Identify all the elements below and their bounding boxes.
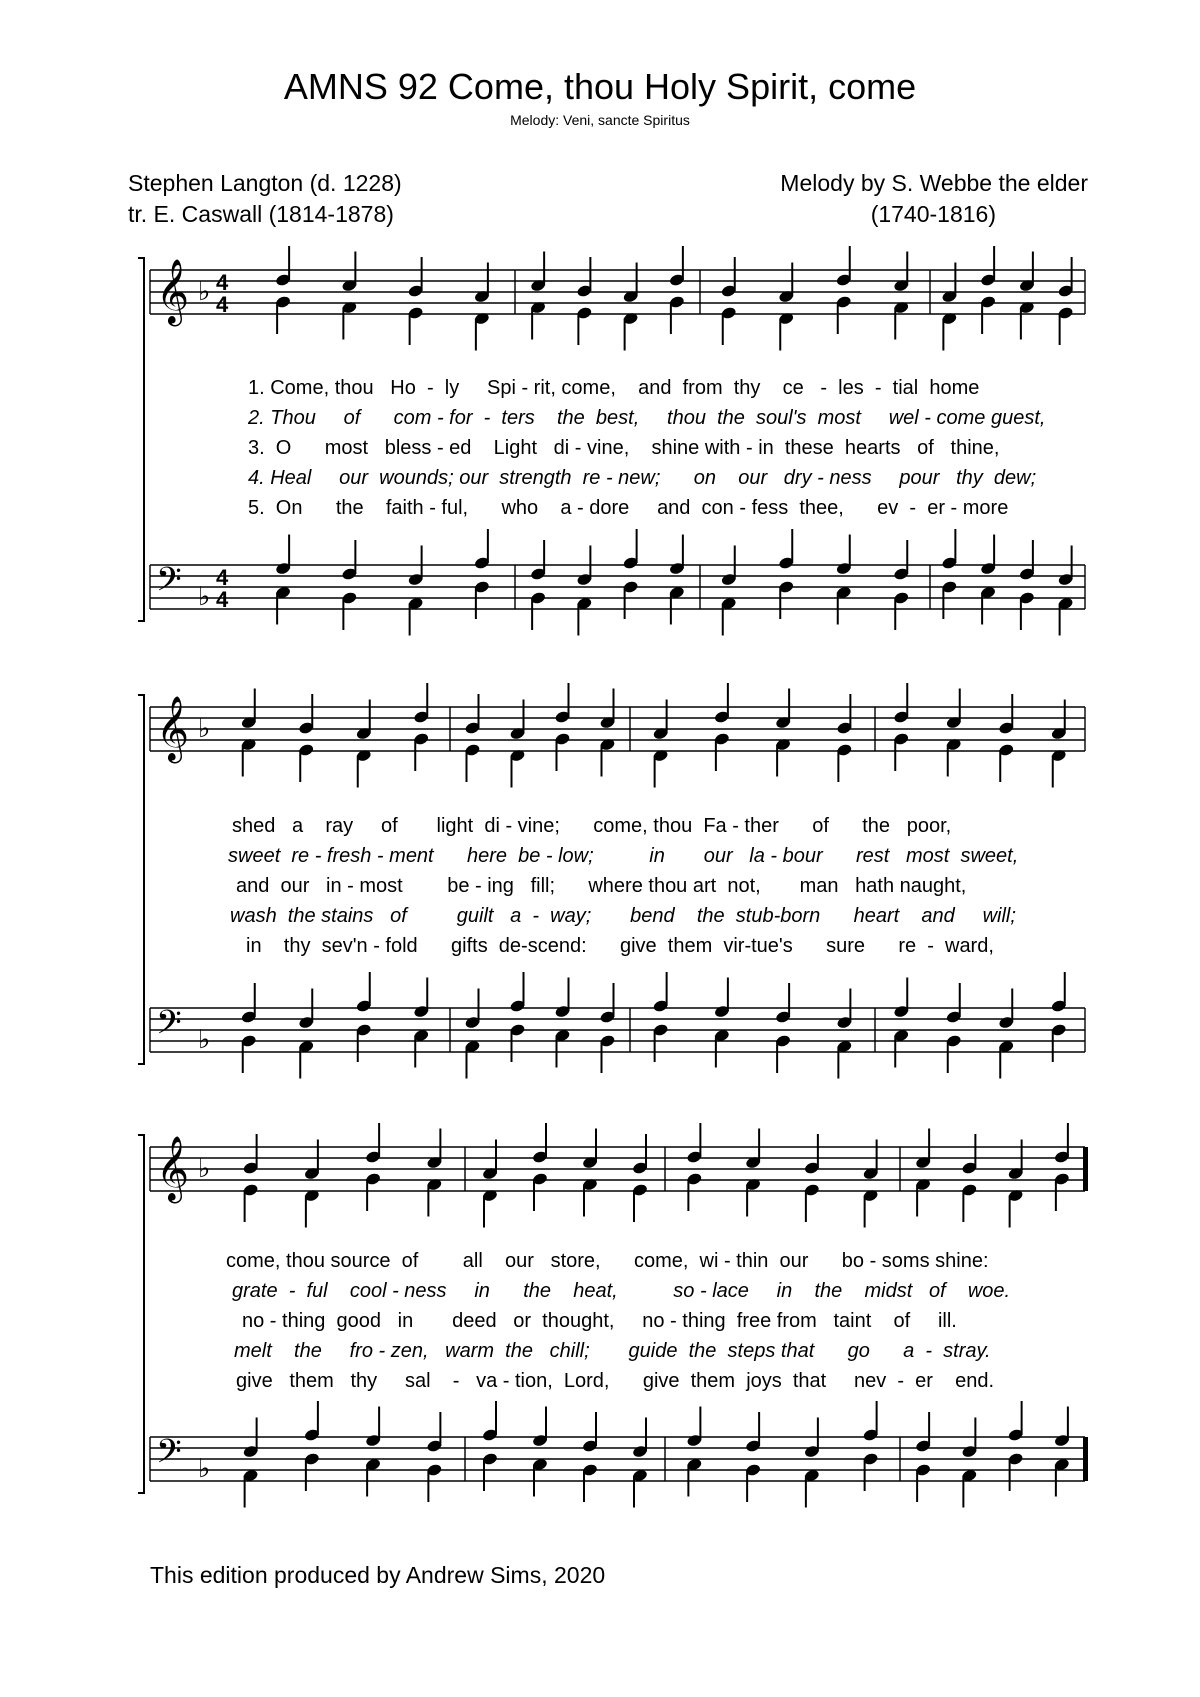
verse-3-line: no - thing good in deed or thought, no - thing free from taint of ill.	[242, 1310, 957, 1332]
translator-line: tr. E. Caswall (1814-1878)	[128, 201, 394, 227]
key-signature-flat: ♭	[198, 277, 211, 307]
bass-clef: 𝄢	[156, 1433, 182, 1479]
verse-1-line: shed a ray of light di - vine; come, thou Fa - ther of the poor,	[232, 815, 952, 837]
system-bracket	[138, 1135, 144, 1493]
verse-2-line: grate - ful cool - ness in the heat, so - lace in the midst of woe.	[232, 1280, 1011, 1302]
verse-2-line: 2. Thou of com - for - ters the best, thou the soul's most wel - come guest,	[248, 407, 1046, 429]
treble-clef: 𝄞	[156, 696, 190, 761]
system-bracket	[138, 258, 144, 621]
verse-5-line: give them thy sal - va - tion, Lord, give them joys that nev - er end.	[236, 1370, 995, 1392]
verse-1-line: come, thou source of all our store, come, wi - thin our bo - soms shine:	[226, 1250, 989, 1272]
treble-staff	[150, 696, 1085, 763]
edition-credit: This edition produced by Andrew Sims, 2020	[150, 1562, 606, 1588]
verse-5-line: in thy sev'n - fold gifts de-scend: give them vir-tue's sure re - ward,	[246, 935, 994, 957]
composer-dates: (1740-1816)	[870, 201, 996, 227]
time-sig-top: 4	[216, 270, 229, 295]
melody-subtitle: Melody: Veni, sancte Spiritus	[510, 112, 690, 128]
verse-5-line: 5. On the faith - ful, who a - dore and con - fess thee, ev - er - more	[248, 497, 1009, 519]
time-sig-top: 4	[216, 565, 229, 590]
verse-1-line: 1. Come, thou Ho - ly Spi - rit, come, and from thy ce - les - tial home	[248, 377, 980, 399]
system-bracket	[138, 695, 144, 1064]
bass-clef: 𝄢	[156, 1004, 182, 1050]
key-signature-flat: ♭	[198, 714, 211, 744]
verse-4-line: wash the stains of guilt a - way; bend the stub-born heart and will;	[230, 905, 1016, 927]
verse-3-line: and our in - most be - ing fill; where thou art not, man hath naught,	[236, 875, 967, 897]
treble-staff	[150, 1136, 1085, 1203]
bass-staff	[150, 1004, 1085, 1055]
hymn-title: AMNS 92 Come, thou Holy Spirit, come	[283, 66, 917, 107]
composer-line: Melody by S. Webbe the elder	[780, 170, 1088, 196]
time-sig-bottom: 4	[216, 587, 229, 612]
final-barline	[1083, 1437, 1088, 1481]
verse-4-line: 4. Heal our wounds; our strength re - new; on our dry - ness pour thy dew;	[248, 467, 1037, 489]
verse-4-line: melt the fro - zen, warm the chill; guide the steps that go a - stray.	[234, 1340, 991, 1362]
key-signature-flat: ♭	[198, 582, 211, 612]
verse-2-line: sweet re - fresh - ment here be - low; in our la - bour rest most sweet,	[228, 845, 1019, 867]
author-line: Stephen Langton (d. 1228)	[128, 170, 402, 196]
key-signature-flat: ♭	[198, 1025, 211, 1055]
final-barline	[1083, 1147, 1088, 1191]
key-signature-flat: ♭	[198, 1154, 211, 1184]
verse-3-line: 3. O most bless - ed Light di - vine, shine with - in these hearts of thine,	[248, 437, 1000, 459]
bass-clef: 𝄢	[156, 561, 182, 607]
key-signature-flat: ♭	[198, 1454, 211, 1484]
time-sig-bottom: 4	[216, 292, 229, 317]
treble-clef: 𝄞	[156, 1136, 190, 1201]
bass-staff	[150, 1433, 1085, 1484]
treble-clef: 𝄞	[156, 259, 190, 324]
